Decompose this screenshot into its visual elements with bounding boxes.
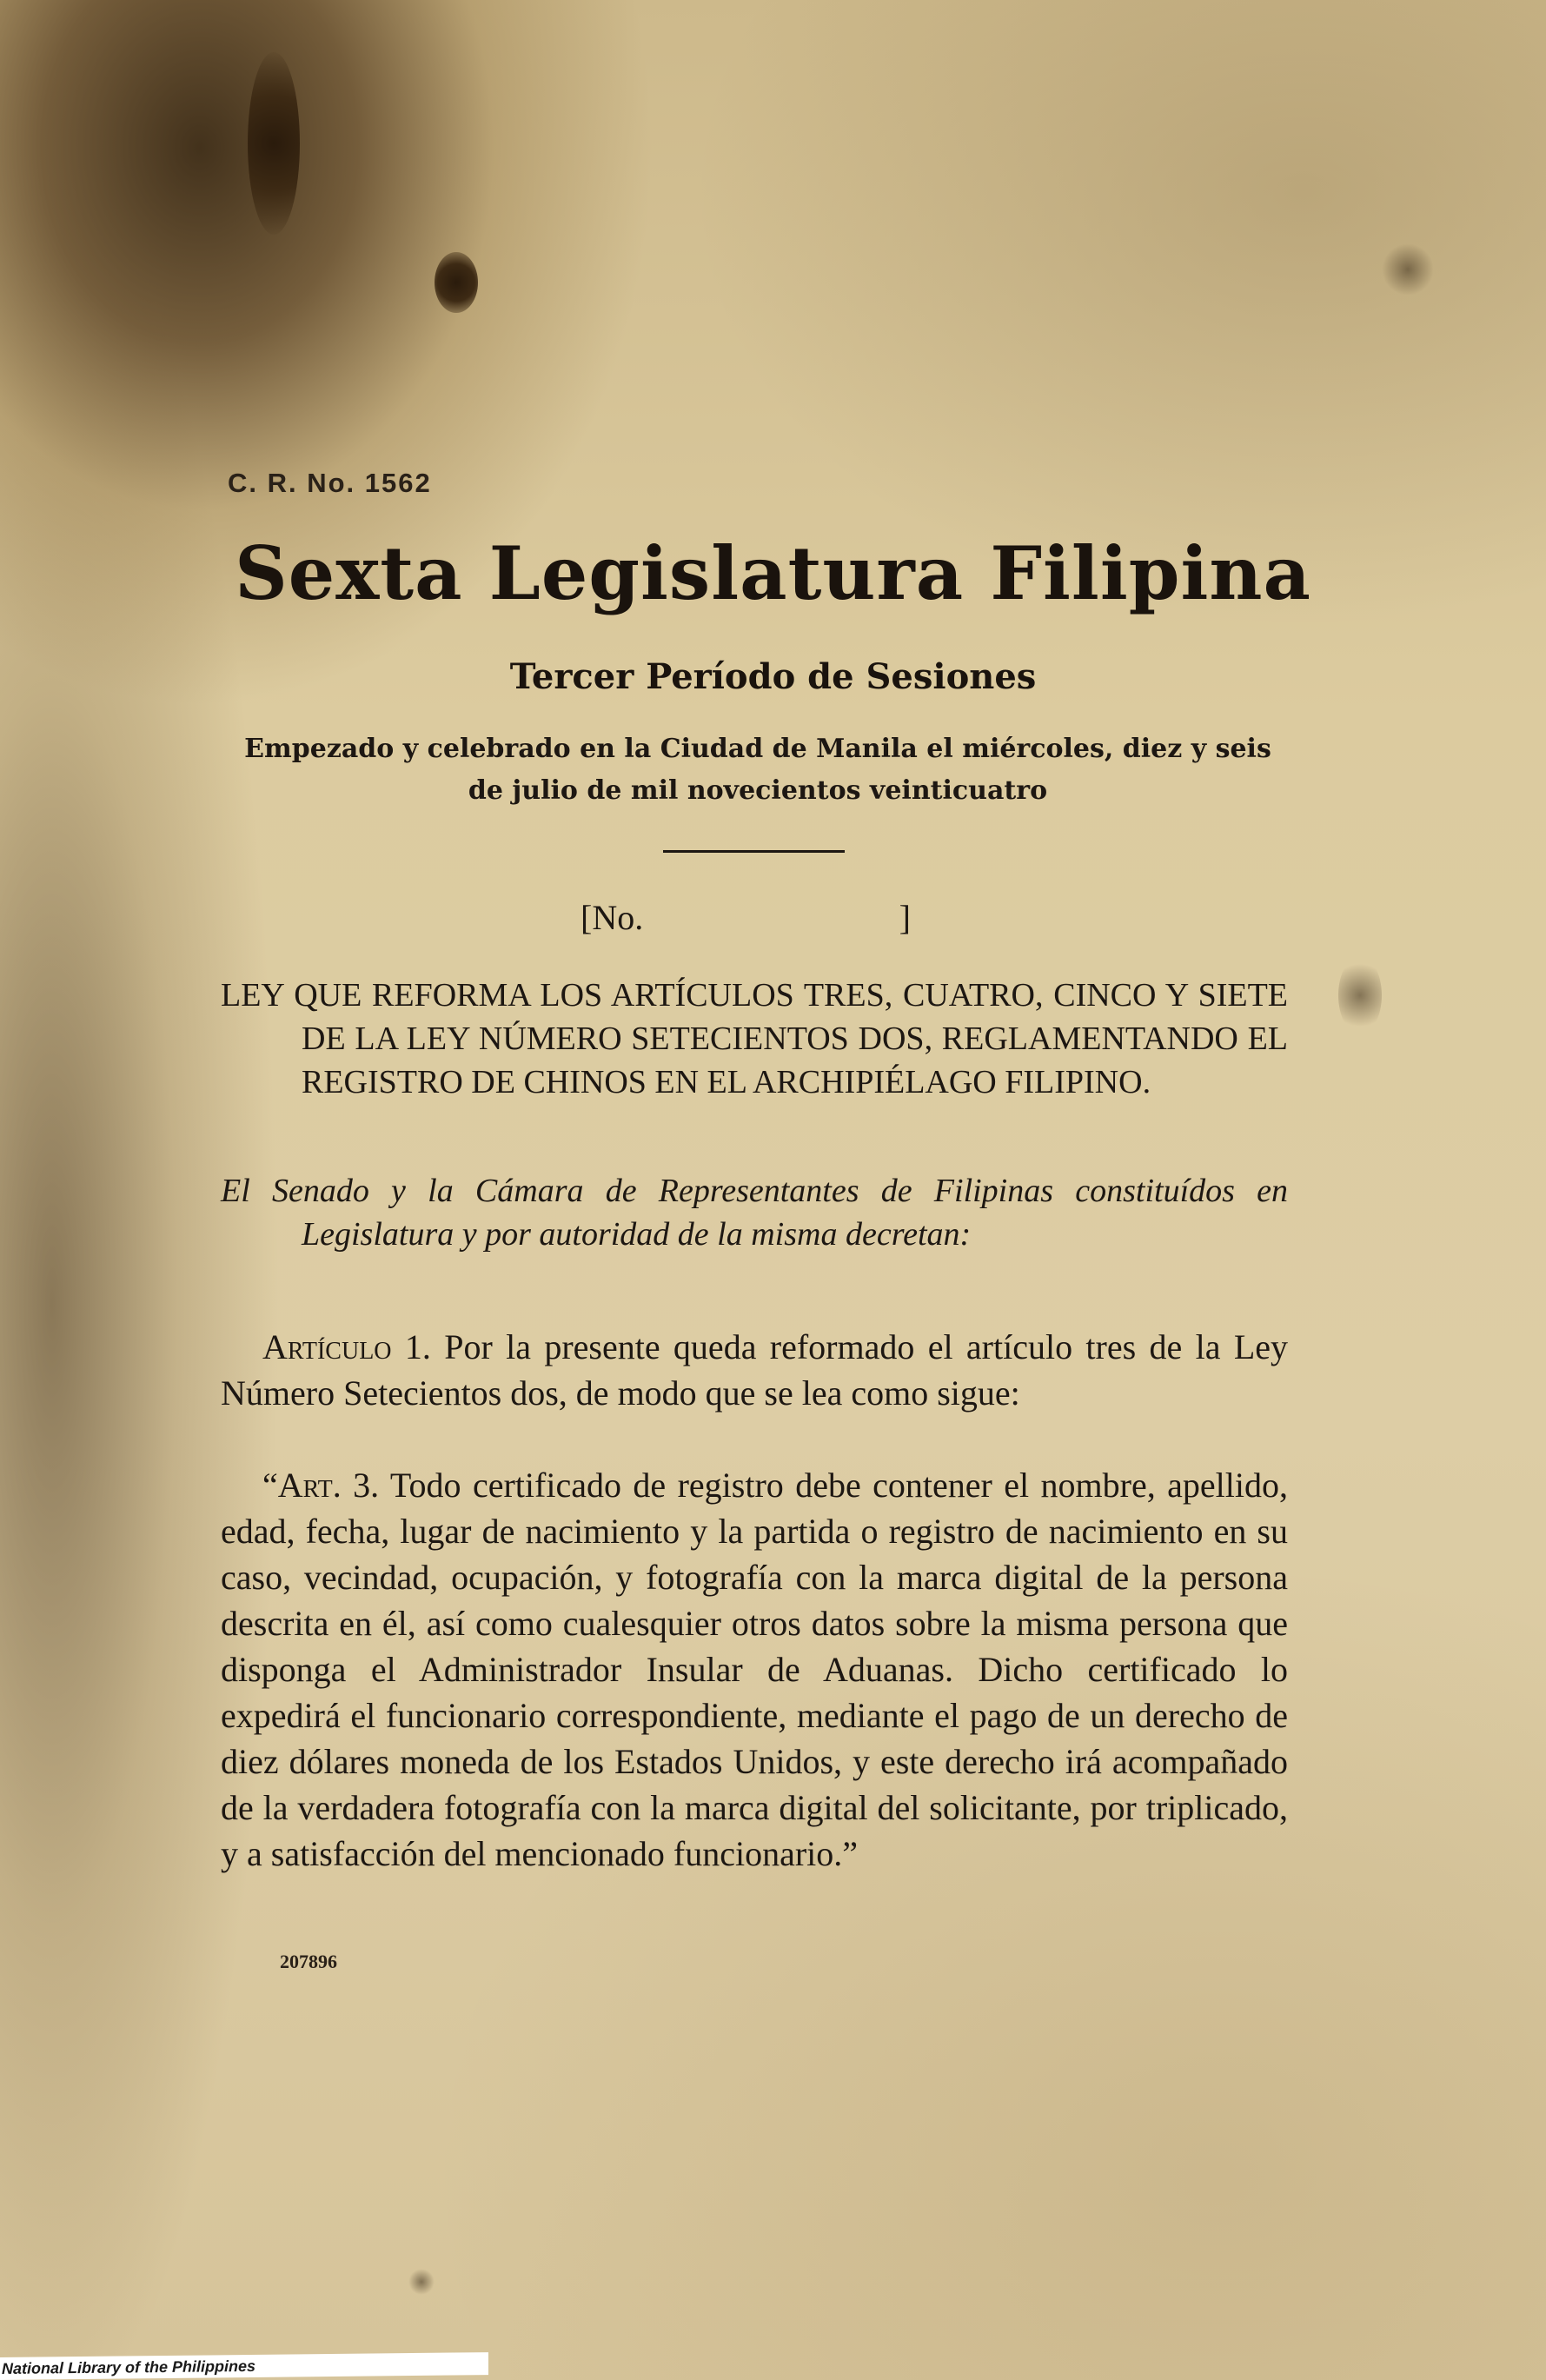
binding-hole [248, 52, 300, 235]
opening-line: Empezado y celebrado en la Ciudad de Manila el miércoles, diez y seis de julio de mil novecientos veinticuatro [244, 734, 1271, 806]
article-1-label: Artículo 1. [262, 1327, 431, 1366]
stain [1338, 956, 1382, 1034]
article-3-text: Todo certificado de registro debe contener el nombre, apellido, edad, fecha, lugar de nacimiento y la partida o registro de nacimiento en su caso, vecindad, ocupación, y fotografía con la marca digital de la persona descrita en él, así como cualesquier otros datos sobre la misma persona que disponga el Administrador Insular de Aduanas. Dicho certificado lo expedirá el funcionario correspondiente, mediante el pago de un derecho de diez dólares moneda de los Estados Unidos, y este derecho irá acompañado de la verdadera fotografía con la marca digital del solicitante, por triplicado, y a satisfacción del mencionado funcionario.” [221, 1466, 1289, 1873]
law-number [581, 897, 911, 938]
law-number-close: ] [899, 898, 911, 937]
article-3-quote [221, 1462, 1288, 1877]
cr-number: C. R. No. 1562 [228, 468, 432, 498]
print-code: 207896 [280, 1951, 337, 1972]
divider-rule [663, 850, 845, 853]
binding-hole [435, 252, 478, 313]
article-1 [221, 1324, 1288, 1416]
footer-watermark: National Library of the Philippines [0, 2352, 488, 2380]
article-1-text: Por la presente queda reformado el artículo tres de la Ley Número Setecientos dos, de modo que se lea como sigue: [221, 1327, 1288, 1413]
session-subtitle: Tercer Período de Sesiones [509, 656, 1037, 697]
law-number-label: [No. [581, 898, 644, 937]
legislature-title: Sexta Legislatura Filipina [235, 530, 1311, 616]
quote-open: “ [262, 1466, 278, 1505]
article-3-label: Art. 3. [277, 1466, 380, 1505]
stain [408, 2269, 435, 2295]
enacting-clause: El Senado y la Cámara de Representantes de Filipinas constituídos en Legislatura y por autoridad de la misma decretan: [221, 1173, 1288, 1253]
stain [1382, 243, 1434, 296]
law-title: LEY QUE REFORMA LOS ARTÍCULOS TRES, CUATRO, CINCO Y SIETE DE LA LEY NÚMERO SETECIENTOS DOS, REGLAMENTANDO EL REGISTRO DE CHINOS EN EL ARCHIPIÉLAGO FILIPINO. [221, 977, 1288, 1100]
